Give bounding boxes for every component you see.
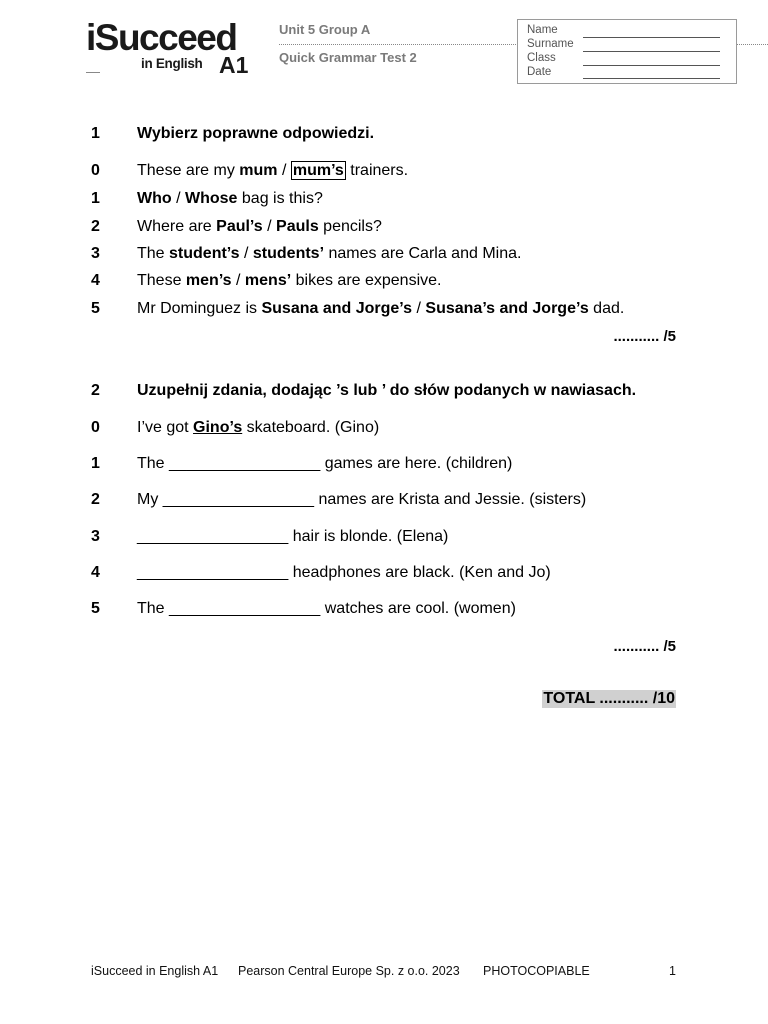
section-score: ........... /5 [613, 638, 676, 655]
surname-field[interactable] [583, 51, 720, 52]
option-2[interactable]: students’ [252, 245, 325, 262]
test-heading: Quick Grammar Test 2 [279, 50, 417, 65]
question-text: These men’s / mens’ bikes are expensive. [137, 272, 442, 289]
example-answer: Gino’s [193, 419, 243, 436]
brand-logo [86, 16, 256, 82]
footer-book: iSucceed in English A1 [91, 964, 219, 978]
question-number: 5 [91, 300, 100, 317]
option-1[interactable]: men’s [185, 272, 232, 289]
question-text: These are my mum / mum’s trainers. [137, 162, 409, 179]
name-label: Name [527, 24, 558, 36]
question-number: 2 [91, 218, 100, 235]
gap-fill-text[interactable]: The _________________ games are here. (children) [137, 455, 513, 472]
unit-heading: Unit 5 Group A [279, 22, 371, 37]
question-number: 3 [91, 528, 100, 545]
section-score: ........... /5 [613, 328, 676, 345]
logo-level: A1 [219, 52, 249, 78]
option-1[interactable]: mum [239, 162, 278, 179]
question-number: 1 [91, 190, 100, 207]
total-score: TOTAL ........... /10 [543, 690, 675, 707]
option-2-selected[interactable]: mum’s [292, 162, 344, 179]
question-number: 1 [91, 455, 100, 472]
logo-title: iSucceed [86, 17, 237, 58]
gap-fill-text[interactable]: The _________________ watches are cool. (women) [137, 600, 516, 617]
gap-fill-text[interactable]: My _________________ names are Krista and Jessie. (sisters) [137, 491, 587, 508]
option-1[interactable]: Susana and Jorge’s [261, 300, 413, 317]
logo-divider [86, 72, 100, 73]
option-2[interactable]: Pauls [276, 218, 319, 235]
logo-subtitle: in English [141, 56, 203, 71]
section-instruction: Uzupełnij zdania, dodając ’s lub ’ do słów podanych w nawiasach. [137, 382, 637, 399]
gap-fill-text[interactable]: _________________ hair is blonde. (Elena) [137, 528, 449, 545]
option-2[interactable]: Susana’s and Jorge’s [425, 300, 589, 317]
question-number: 3 [91, 245, 100, 262]
question-text: Who / Whose bag is this? [137, 190, 323, 207]
footer-page-number: 1 [669, 964, 676, 978]
option-2[interactable]: mens’ [244, 272, 292, 289]
question-number: 0 [91, 162, 100, 179]
question-text: Where are Paul’s / Pauls pencils? [137, 218, 382, 235]
section-instruction: Wybierz poprawne odpowiedzi. [137, 125, 375, 142]
student-info-box [517, 19, 737, 84]
option-1[interactable]: Paul’s [216, 218, 263, 235]
name-field[interactable] [583, 37, 720, 38]
example-text: I’ve got Gino’s skateboard. (Gino) [137, 419, 380, 436]
gap-fill-text[interactable]: _________________ headphones are black. (Ken and Jo) [137, 564, 551, 581]
date-label: Date [527, 66, 552, 78]
surname-label: Surname [527, 38, 574, 50]
option-2[interactable]: Whose [185, 190, 238, 207]
class-label: Class [527, 52, 556, 64]
question-number: 0 [91, 419, 100, 436]
footer-photocopiable: PHOTOCOPIABLE [483, 964, 590, 978]
question-number: 4 [91, 564, 100, 581]
footer-publisher: Pearson Central Europe Sp. z o.o. 2023 [238, 964, 460, 978]
question-text: The student’s / students’ names are Carla and Mina. [137, 245, 522, 262]
class-field[interactable] [583, 65, 720, 66]
option-1[interactable]: Who [137, 190, 172, 207]
section-number: 1 [91, 125, 100, 142]
option-1[interactable]: student’s [169, 245, 240, 262]
date-field[interactable] [583, 78, 720, 79]
question-number: 4 [91, 272, 100, 289]
section-number: 2 [91, 382, 100, 399]
question-number: 2 [91, 491, 100, 508]
question-number: 5 [91, 600, 100, 617]
question-text: Mr Dominguez is Susana and Jorge’s / Susana’s and Jorge’s dad. [137, 300, 625, 317]
